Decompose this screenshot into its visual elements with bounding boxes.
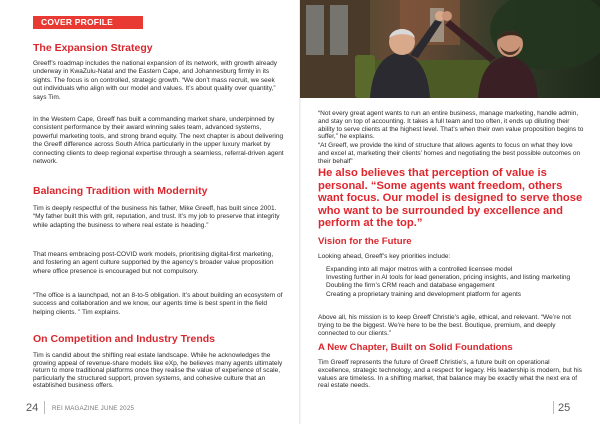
paragraph-expansion-2: In the Western Cape, Greeff has built a commanding market share, underpinned by consistent performance by their award winning sales team, advanced systems, powerful marketing tools, and strong brand equity. The next chapter is about delivering the Greeff difference across South Africa particularly in the upper luxury market by connecting clients to deep regional expertise through a seamless, referral-driven agent network. — [33, 116, 284, 166]
list-item: Expanding into all major metros with a controlled licensee model — [326, 266, 513, 273]
paragraph-new-chapter: Tim Greeff represents the future of Greeff Christie’s, a future built on operational excellence, strategic technology, and a respect for legacy. His leadership is modern, but his values are timeless. In a shifting market, that balance may be exactly what the next era of real estate needs. — [318, 359, 582, 390]
footer-divider-right — [553, 401, 554, 414]
heading-balancing: Balancing Tradition with Modernity — [33, 185, 208, 197]
paragraph-balancing-2: That means embracing post-COVID work models, prioritising digital-first marketing, and fostering an agent culture supported by the agency’s broader value proposition where office presence is encouraged but not compulsory. — [33, 251, 274, 275]
paragraph-vision-mission: Above all, his mission is to keep Greeff Christie’s agile, ethical, and relevant. “We’re not trying to be the biggest. We’re here to be the best. Boutique, premium, and deeply connected to our clients.” — [318, 314, 571, 337]
pull-quote: He also believes that perception of value is personal. “Some agents want freedom, others want focus. Our model is designed to serve those who want to be surrounded by excellence and perform at the top.” — [318, 167, 583, 230]
list-item: Doubling the firm’s CRM reach and database engagement — [326, 282, 495, 290]
section-badge: COVER PROFILE — [33, 16, 143, 29]
paragraph-balancing-3: “The office is a launchpad, not an 8-to-5 obligation. It’s about building an ecosystem of success and collaboration and we know, our agents time is best spent in the field helping clients. ” Tim explains. — [33, 292, 283, 316]
paragraph-right-2: “At Greeff, we provide the kind of structure that allows agents to focus on what they love and excel at, marketing their clients’ homes and negotiating the best possible outcomes on their behalf” — [318, 142, 581, 165]
heading-new-chapter: A New Chapter, Built on Solid Foundations — [318, 342, 513, 353]
footer-divider-left — [44, 401, 45, 414]
footer-magazine-title: REI MAGAZINE JUNE 2025 — [52, 405, 135, 412]
heading-expansion: The Expansion Strategy — [33, 42, 153, 54]
list-item: Creating a proprietary training and development platform for agents — [326, 290, 522, 298]
page-number-left: 24 — [26, 402, 39, 414]
paragraph-expansion-1: Greeff’s roadmap includes the national expansion of its network, with growth already underway in KwaZulu-Natal and the Eastern Cape, and Johannesburg firmly in its sights. The focus is on controlled, strategic growth. “We don’t mass recruit, we seek out individuals who align with our model and values. It’s about quality over quantity,” says Tim. — [33, 60, 278, 101]
priorities-list — [326, 266, 588, 299]
paragraph-competition: Tim is candid about the shifting real estate landscape. While he acknowledges the growing appeal of revenue-share models like eXp, he believes many agents ultimately return to more traditional platforms once they realise the value of experience of scale, particularly the structured support, proven systems, and cohesive culture that an established business offers. — [33, 352, 283, 390]
cover-photo — [300, 0, 600, 98]
list-item: Investing further in AI tools for lead generation, pricing insights, and listing marketing — [326, 274, 571, 282]
paragraph-right-1: “Not every great agent wants to run an entire business, manage marketing, handle admin, and stay on top of accounting. It takes a full team and too often, it ends up diluting their ability to serve clients at the highest level. That’s when their own value proposition begins to suffer,” he explains. — [318, 110, 584, 141]
paragraph-balancing-1: Tim is deeply respectful of the business his father, Mike Greeff, has built since 2001. “My father built this with grit, reputation, and trust. It’s my job to preserve that integrity while adapting the business to where real estate is heading.” — [33, 205, 280, 229]
paragraph-vision-intro: Looking ahead, Greeff’s key priorities include: — [318, 253, 451, 260]
heading-vision: Vision for the Future — [318, 236, 412, 247]
page-number-right: 25 — [558, 402, 571, 414]
heading-competition: On Competition and Industry Trends — [33, 333, 216, 345]
cover-photo-illustration — [300, 0, 600, 98]
